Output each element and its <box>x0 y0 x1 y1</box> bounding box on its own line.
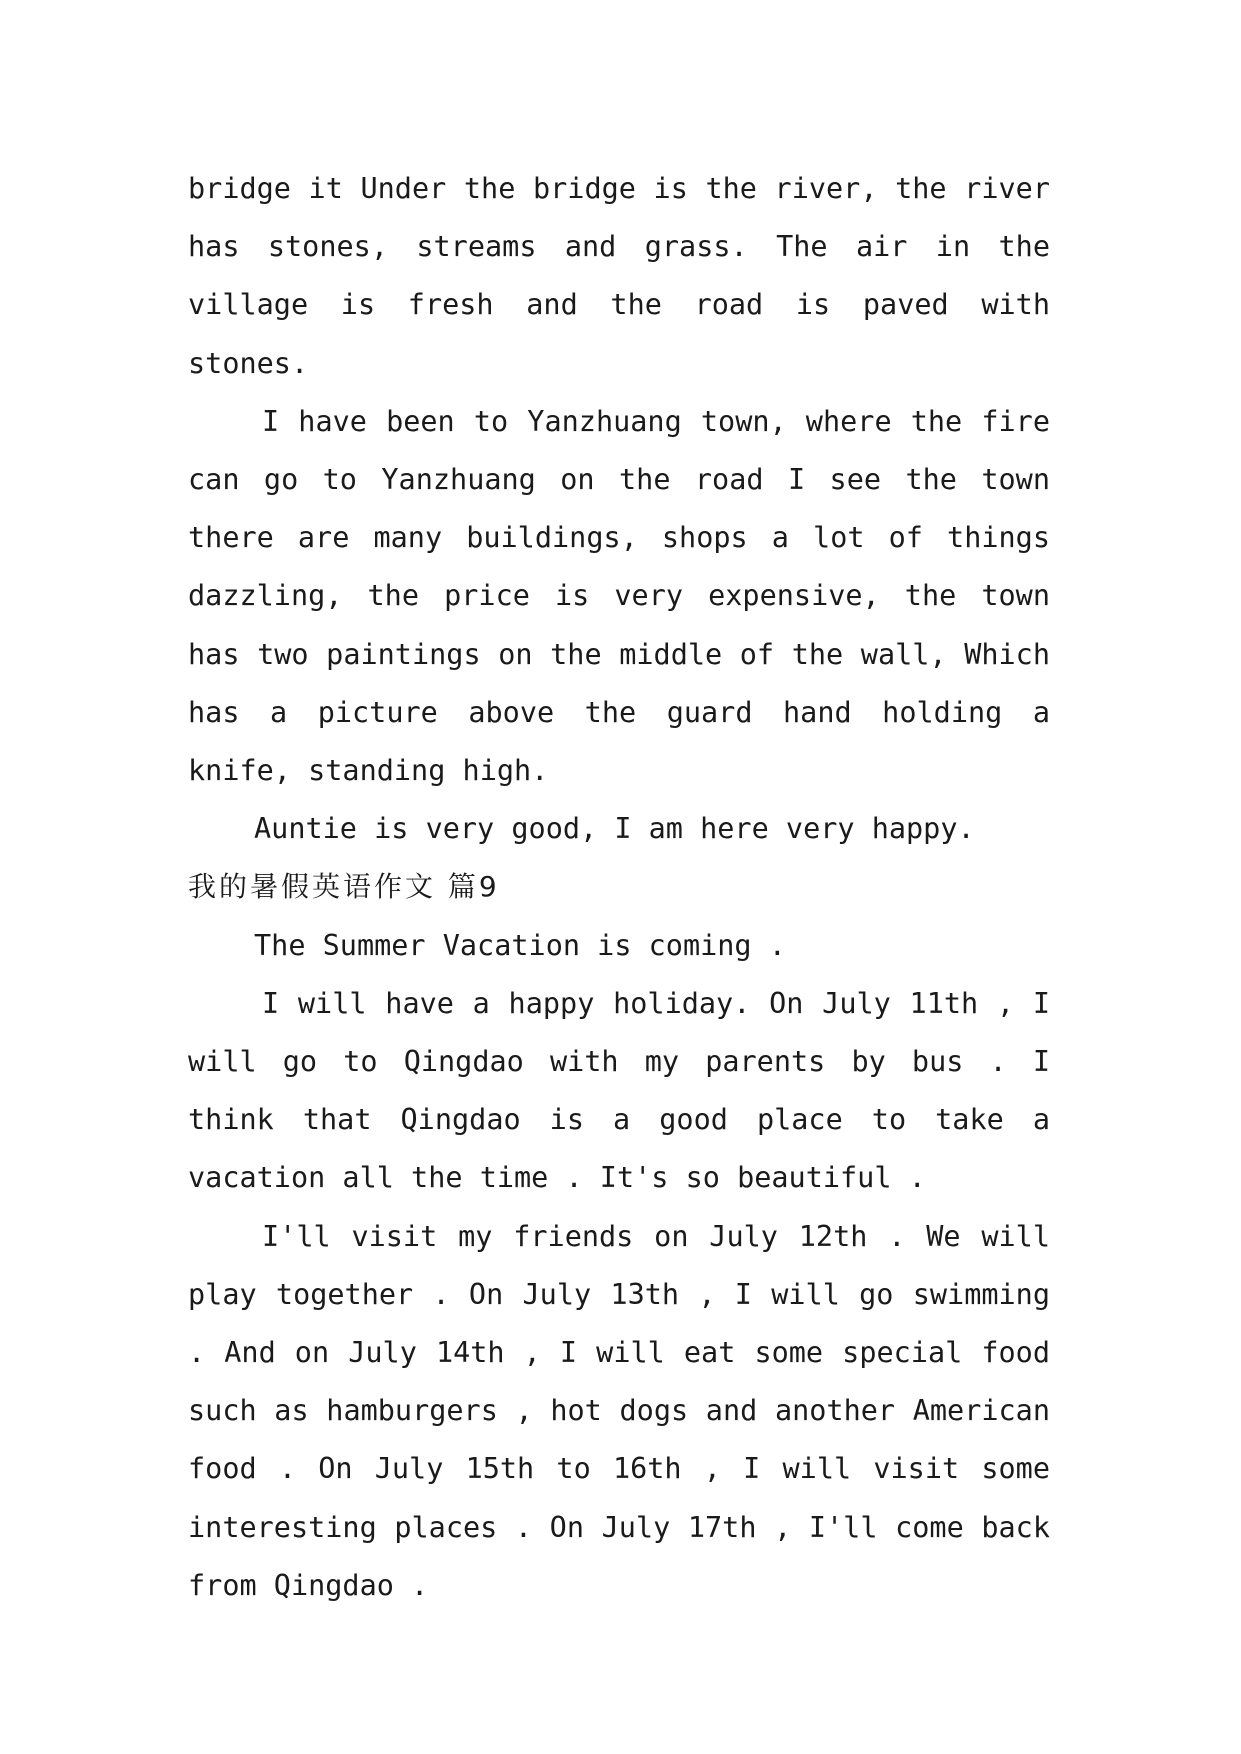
paragraph-visits: I'll visit my friends on July 12th . We will play together . On July 13th , I will go swimming . And on July 14th , I will eat some special food such as hamburgers , hot dogs and another American food . On July 15th to 16th , I will visit some interesting places . On July 17th , I'll come back from Qingdao . <box>188 1219 1050 1602</box>
paragraph-vacation-coming: The Summer Vacation is coming . <box>254 928 786 962</box>
document-page <box>188 160 1050 1615</box>
paragraph-auntie: Auntie is very good, I am here very happy. <box>254 812 975 846</box>
paragraph-bridge: bridge it Under the bridge is the river, the river has stones, streams and grass. The air in the village is fresh and the road is paved with stones. <box>188 172 1050 380</box>
paragraph-holiday: I will have a happy holiday. On July 11th , I will go to Qingdao with my parents by bus . I think that Qingdao is a good place to take a vacation all the time . It's so beautiful . <box>188 986 1050 1195</box>
section-heading: 我的暑假英语作文 篇9 <box>188 870 500 904</box>
paragraph-yanzhuang: I have been to Yanzhuang town, where the fire can go to Yanzhuang on the road I see the town there are many buildings, shops a lot of things dazzling, the price is very expensive, the town has two paintings on the middle of the wall, Which has a picture above the guard hand holding a knife, standing high. <box>188 404 1050 788</box>
